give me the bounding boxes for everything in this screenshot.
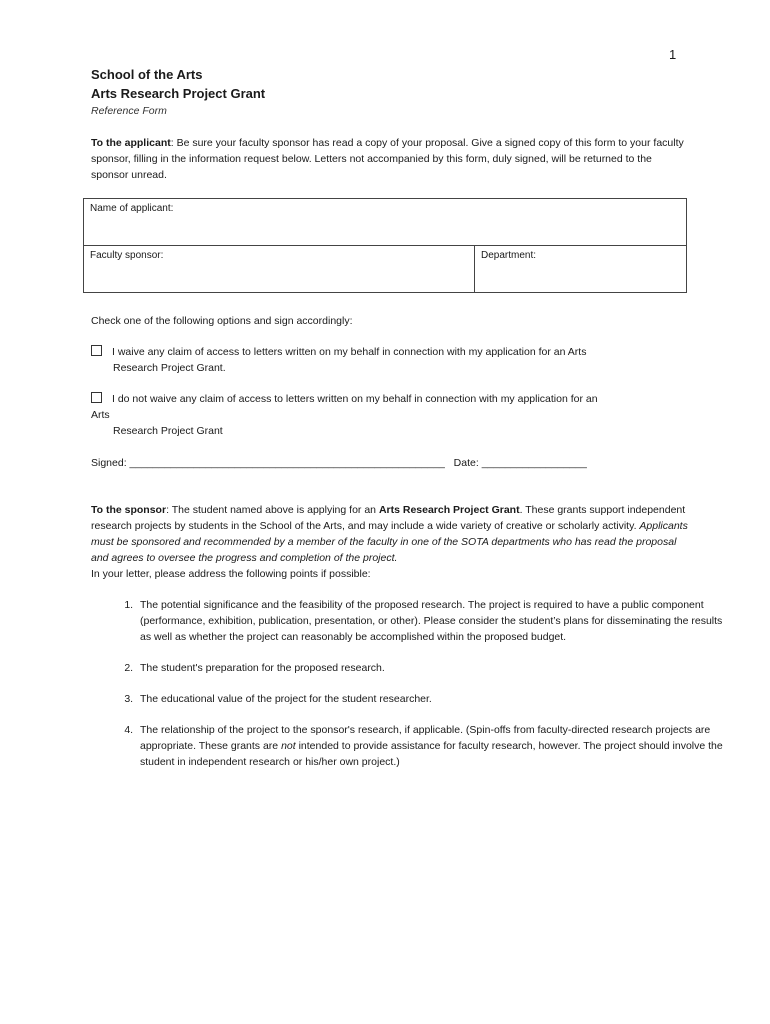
faculty-sponsor-field[interactable] [84,246,475,293]
form-subtitle: Reference Form [91,105,167,117]
applicant-info-table [83,198,687,293]
not-waive-option [91,391,598,439]
applicant-name-field[interactable] [84,199,687,246]
options-instruction: Check one of the following options and sign accordingly: [91,315,353,327]
applicant-lead: To the applicant [91,137,171,149]
signed-label: Signed: [91,457,127,469]
date-label: Date: [453,457,479,469]
school-name: School of the Arts [91,67,203,82]
department-field[interactable] [475,246,687,293]
waive-checkbox[interactable] [91,345,102,356]
date-field[interactable]: __________________ [481,457,587,469]
applicant-name-label: Name of applicant: [90,203,174,214]
list-item: 1. The potential significance and the feasibility of the proposed research. The project is required to have a public component (performance, exhibition, publication, presentation, or other). Please consider the student’s plans for disseminating the results as well as whether the project can reasonably be accomplished within the proposed budget. [136,597,726,645]
faculty-sponsor-label: Faculty sponsor: [90,250,164,261]
waive-text-line1: I waive any claim of access to letters written on my behalf in connection with my application for an Arts [112,346,587,358]
waive-option [91,344,586,376]
page-number: 1 [669,47,677,62]
point4-emphasis: not [281,740,296,752]
sponsor-closing: In your letter, please address the following points if possible: [91,568,371,580]
waive-text-line2: Research Project Grant. [113,362,226,374]
signature-line [91,455,587,471]
sponsor-lead: To the sponsor [91,504,167,516]
not-waive-text-line3: Research Project Grant [113,425,223,437]
letter-points-list [91,597,726,785]
list-item [136,722,726,770]
not-waive-checkbox[interactable] [91,392,102,403]
not-waive-text-line2: Arts [91,409,110,421]
point4-text-1: The relationship of the project to the sponsor's research, if applicable. (Spin-offs from faculty-directed research projects are appropriate. These grants are [140,724,711,752]
point4-text-2: intended to provide assistance for faculty research, however. The project should involve the student in independent research or his/her own project.) [140,740,723,768]
signature-field[interactable]: ______________________________________________________ [129,457,445,469]
form-title: Arts Research Project Grant [91,86,266,101]
sponsor-instructions [91,502,691,582]
department-label: Department: [481,250,537,261]
sponsor-requirement: Applicants must be sponsored and recommended by a member of the faculty in one of the SOTA departments who has read the proposal and agrees to oversee the progress and completion of the project. [91,520,688,564]
applicant-text: : Be sure your faculty sponsor has read a copy of your proposal. Give a signed copy of this form to your faculty sponsor, filling in the information request below. Letters not accompanied by this form, duly signed, will be returned to the sponsor unread. [91,137,684,181]
list-item: 2. The student's preparation for the proposed research. [136,660,726,676]
not-waive-text-line1: I do not waive any claim of access to letters written on my behalf in connection with my application for an [112,393,598,405]
sponsor-text-1: : The student named above is applying for an [166,504,379,516]
applicant-instructions [91,135,691,183]
sponsor-text-2: . These grants support independent research projects by students in the School of the Arts, and may include a wide variety of creative or scholarly activity. [91,504,686,532]
list-item: 3. The educational value of the project for the student researcher. [136,691,726,707]
grant-name: Arts Research Project Grant [378,504,520,516]
